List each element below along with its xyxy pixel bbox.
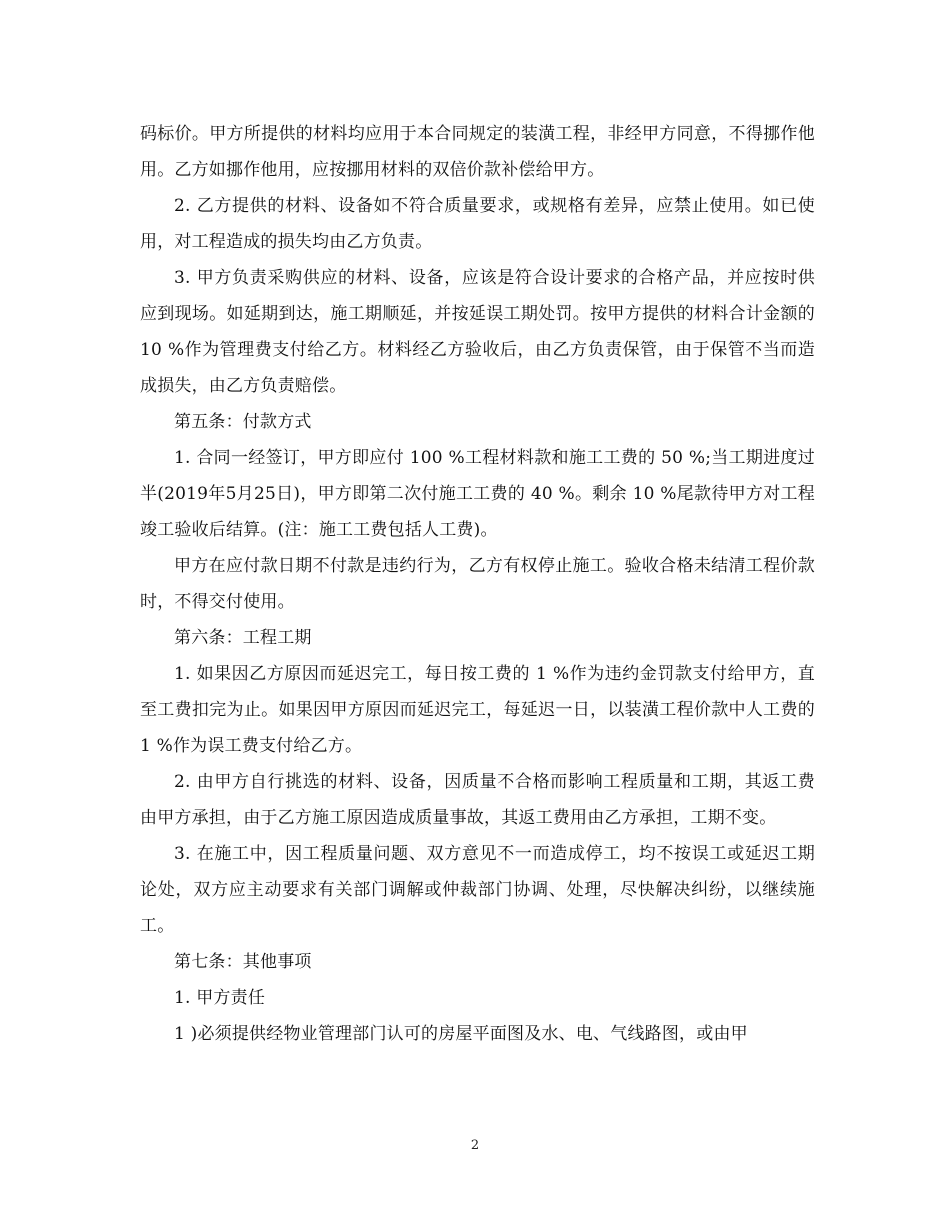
section-heading-article-7: 第七条：其他事项 (174, 952, 312, 972)
paragraph-clause-3-material-supply: 3. 甲方负责采购供应的材料、设备，应该是符合设计要求的合格产品，并应按时供应到现场。如延期到达，施工期顺延，并按延误工期处罚。按甲方提供的材料合计金额的 10 %作为管理费支付给乙方。材料经乙方验收后，由乙方负责保管，由于保管不当而造成损失，由乙方负责赔偿。 (140, 268, 815, 396)
section-heading-article-5: 第五条：付款方式 (174, 412, 312, 432)
paragraph-floor-plan-requirement: 1 )必须提供经物业管理部门认可的房屋平面图及水、电、气线路图，或由甲 (174, 1024, 748, 1044)
section-heading-article-6: 第六条：工程工期 (174, 628, 312, 648)
document-body (140, 116, 815, 1052)
paragraph-payment-schedule: 1. 合同一经签订，甲方即应付 100 %工程材料款和施工工费的 50 %;当工期进度过半(2019年5月25日)，甲方即第二次付施工工费的 40 %。剩余 10 %尾款待甲方对工程竣工验收后结算。(注：施工工费包括人工费)。 (140, 448, 815, 540)
page-number: 2 (470, 1138, 480, 1153)
paragraph-continuation-material-pricing: 码标价。甲方所提供的材料均应用于本合同规定的装潢工程，非经甲方同意，不得挪作他用。乙方如挪作他用，应按挪用材料的双倍价款补偿给甲方。 (140, 124, 815, 180)
paragraph-rework-cost: 2. 由甲方自行挑选的材料、设备，因质量不合格而影响工程质量和工期，其返工费由甲方承担，由于乙方施工原因造成质量事故，其返工费用由乙方承担，工期不变。 (140, 772, 815, 828)
paragraph-payment-default: 甲方在应付款日期不付款是违约行为，乙方有权停止施工。验收合格未结清工程价款时，不得交付使用。 (140, 556, 815, 612)
paragraph-clause-2-material-quality: 2. 乙方提供的材料、设备如不符合质量要求，或规格有差异，应禁止使用。如已使用，对工程造成的损失均由乙方负责。 (140, 196, 815, 252)
paragraph-delay-penalty: 1. 如果因乙方原因而延迟完工，每日按工费的 1 %作为违约金罚款支付给甲方，直至工费扣完为止。如果因甲方原因而延迟完工，每延迟一日，以装潢工程价款中人工费的 1 %作为误工费支付给乙方。 (140, 664, 815, 756)
subheading-party-a-responsibilities: 1. 甲方责任 (174, 988, 266, 1008)
paragraph-dispute-resolution: 3. 在施工中，因工程质量问题、双方意见不一而造成停工，均不按误工或延迟工期论处，双方应主动要求有关部门调解或仲裁部门协调、处理，尽快解决纠纷，以继续施工。 (140, 844, 815, 936)
